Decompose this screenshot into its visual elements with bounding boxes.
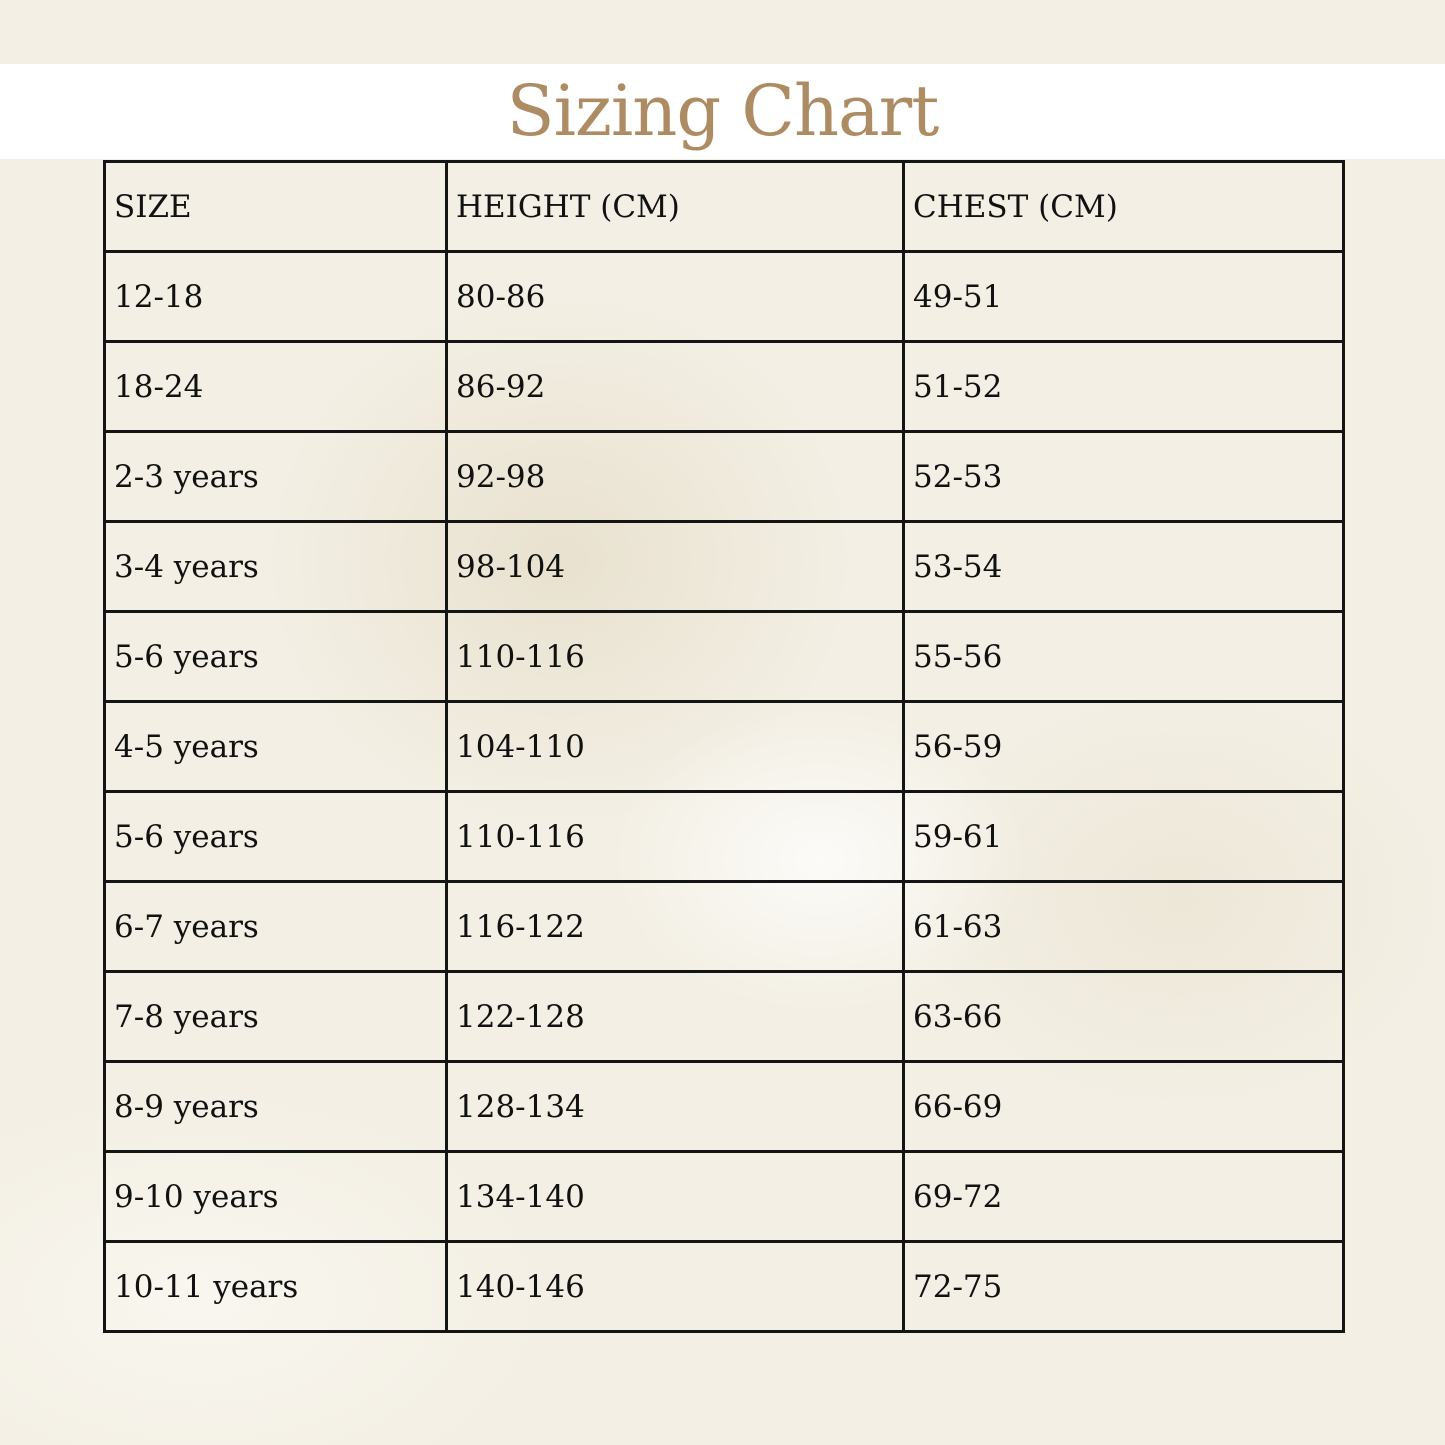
- cell-chest: 69-72: [904, 1152, 1344, 1242]
- cell-size: 5-6 years: [105, 612, 447, 702]
- cell-size: 7-8 years: [105, 972, 447, 1062]
- table-row: [105, 1152, 1344, 1242]
- header-height: HEIGHT (CM): [447, 162, 904, 252]
- cell-chest: 51-52: [904, 342, 1344, 432]
- cell-chest: 49-51: [904, 252, 1344, 342]
- page-title: Sizing Chart: [506, 70, 939, 152]
- cell-size: 4-5 years: [105, 702, 447, 792]
- table-row: [105, 612, 1344, 702]
- table-row: [105, 342, 1344, 432]
- cell-chest: 52-53: [904, 432, 1344, 522]
- table-row: [105, 792, 1344, 882]
- cell-height: 134-140: [447, 1152, 904, 1242]
- cell-height: 116-122: [447, 882, 904, 972]
- table-row: [105, 1062, 1344, 1152]
- table-row: [105, 1242, 1344, 1332]
- cell-height: 104-110: [447, 702, 904, 792]
- table-header-row: [105, 162, 1344, 252]
- cell-height: 110-116: [447, 612, 904, 702]
- table-row: [105, 252, 1344, 342]
- cell-size: 12-18: [105, 252, 447, 342]
- header-size: SIZE: [105, 162, 447, 252]
- cell-chest: 66-69: [904, 1062, 1344, 1152]
- table-row: [105, 522, 1344, 612]
- cell-chest: 55-56: [904, 612, 1344, 702]
- cell-size: 5-6 years: [105, 792, 447, 882]
- cell-height: 98-104: [447, 522, 904, 612]
- cell-height: 128-134: [447, 1062, 904, 1152]
- cell-size: 2-3 years: [105, 432, 447, 522]
- table-row: [105, 972, 1344, 1062]
- cell-chest: 53-54: [904, 522, 1344, 612]
- cell-chest: 63-66: [904, 972, 1344, 1062]
- cell-chest: 61-63: [904, 882, 1344, 972]
- cell-size: 8-9 years: [105, 1062, 447, 1152]
- cell-height: 122-128: [447, 972, 904, 1062]
- table-body: [105, 252, 1344, 1332]
- cell-height: 140-146: [447, 1242, 904, 1332]
- cell-height: 92-98: [447, 432, 904, 522]
- cell-size: 3-4 years: [105, 522, 447, 612]
- header-chest: CHEST (CM): [904, 162, 1344, 252]
- cell-height: 110-116: [447, 792, 904, 882]
- table-row: [105, 882, 1344, 972]
- cell-size: 9-10 years: [105, 1152, 447, 1242]
- cell-size: 18-24: [105, 342, 447, 432]
- cell-size: 6-7 years: [105, 882, 447, 972]
- sizing-table: [103, 160, 1345, 1333]
- table-row: [105, 432, 1344, 522]
- cell-height: 80-86: [447, 252, 904, 342]
- cell-chest: 72-75: [904, 1242, 1344, 1332]
- table-row: [105, 702, 1344, 792]
- cell-chest: 56-59: [904, 702, 1344, 792]
- cell-size: 10-11 years: [105, 1242, 447, 1332]
- cell-height: 86-92: [447, 342, 904, 432]
- cell-chest: 59-61: [904, 792, 1344, 882]
